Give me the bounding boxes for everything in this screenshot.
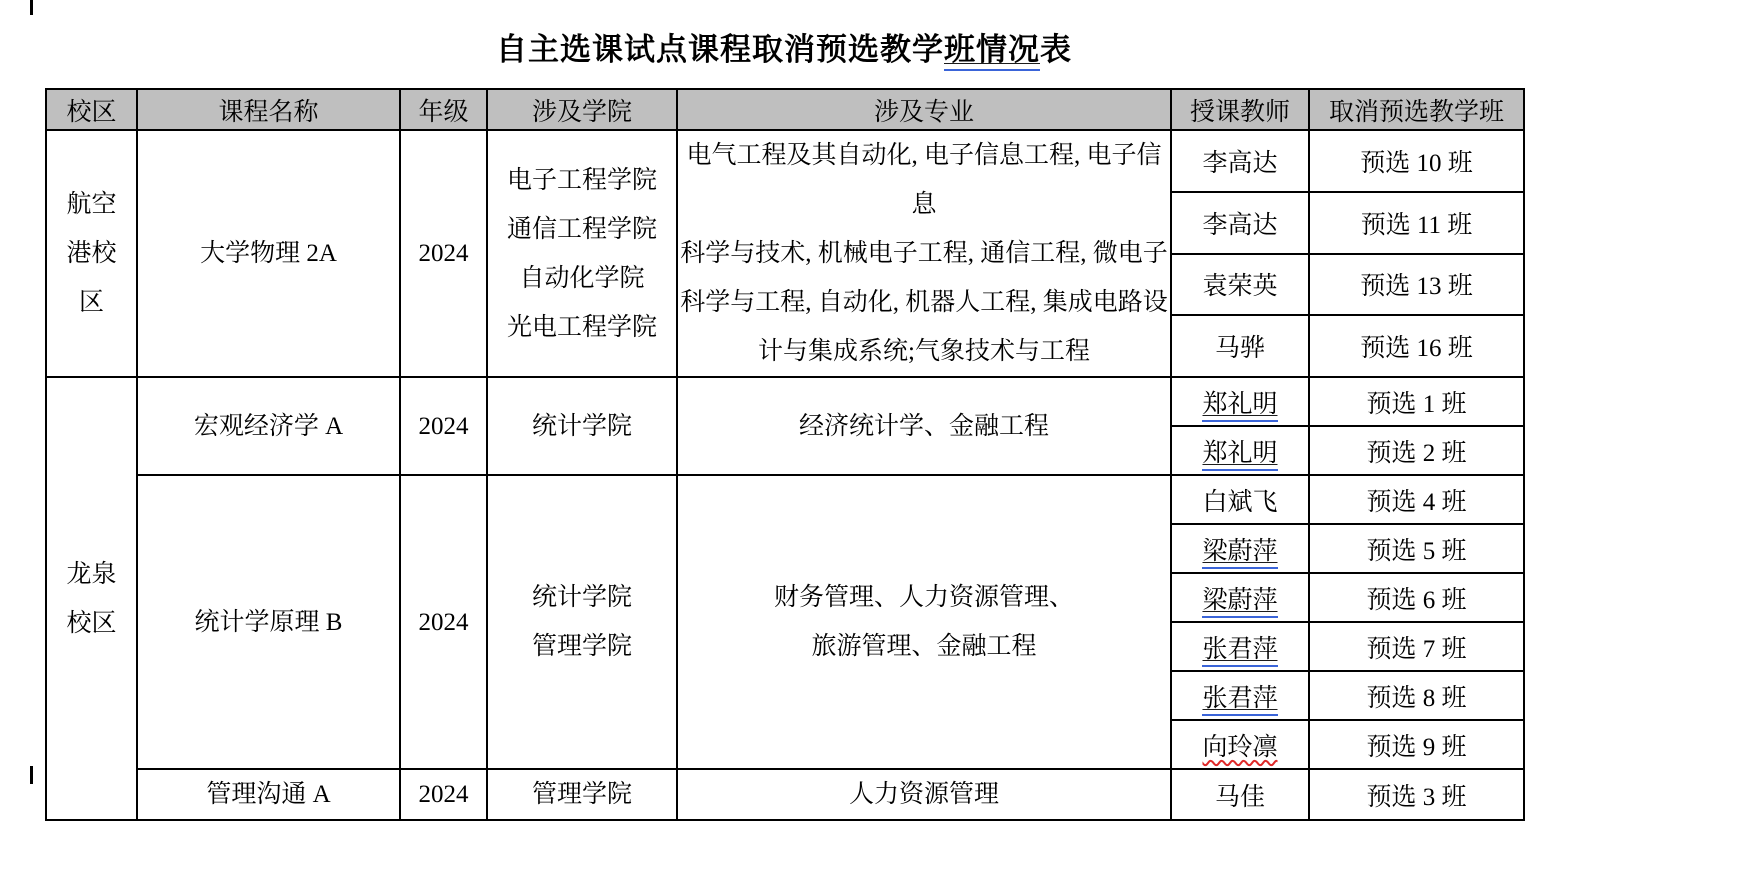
college-cell-line: 管理学院 <box>531 633 632 660</box>
teacher-cell <box>1171 769 1309 820</box>
cancelled-class-cell: 预选 5 班 <box>1309 524 1524 573</box>
page-boundary-mark-bottom <box>30 766 33 784</box>
table-row <box>46 377 1524 426</box>
campus-cell-line: 港校 <box>66 240 117 267</box>
table-header <box>46 89 1524 130</box>
teacher-name: 郑礼明 <box>1202 391 1277 422</box>
column-header-campus: 校区 <box>46 89 137 130</box>
college-cell-line: 管理学院 <box>531 781 632 808</box>
page-title <box>45 24 1523 69</box>
college-cell-line: 光电工程学院 <box>506 313 657 341</box>
major-cell-line: 旅游管理、金融工程 <box>811 633 1037 660</box>
college-cell-line: 电子工程学院 <box>506 166 657 194</box>
major-cell <box>677 769 1171 820</box>
cancelled-class-cell: 预选 6 班 <box>1309 573 1524 622</box>
cancelled-class-cell: 预选 11 班 <box>1309 192 1524 254</box>
teacher-cell <box>1171 622 1309 671</box>
college-cell <box>487 377 677 475</box>
column-header-cancelled-class: 取消预选教学班 <box>1309 89 1524 130</box>
cancelled-class-cell: 预选 13 班 <box>1309 254 1524 316</box>
table-row <box>46 130 1524 192</box>
teacher-cell <box>1171 254 1309 316</box>
teacher-cell <box>1171 720 1309 769</box>
teacher-name: 向玲凛 <box>1202 733 1278 761</box>
table-row <box>46 769 1524 820</box>
cancelled-class-cell: 预选 10 班 <box>1309 130 1524 192</box>
column-header-course: 课程名称 <box>137 89 400 130</box>
cancelled-class-cell: 预选 9 班 <box>1309 720 1524 769</box>
college-cell <box>487 475 677 769</box>
column-header-colleges: 涉及学院 <box>487 89 677 130</box>
college-cell-line: 统计学院 <box>531 584 632 611</box>
table-row <box>46 475 1524 524</box>
page-title-suffix: 表 <box>1040 32 1072 67</box>
cancelled-class-cell: 预选 16 班 <box>1309 315 1524 377</box>
major-cell <box>677 130 1171 377</box>
teacher-name: 马佳 <box>1214 783 1265 811</box>
teacher-name: 李高达 <box>1202 211 1278 239</box>
grade-cell-line: 2024 <box>418 412 469 440</box>
grade-cell <box>400 377 487 475</box>
grade-cell <box>400 769 487 820</box>
cancelled-class-cell: 预选 3 班 <box>1309 769 1524 820</box>
teacher-name: 梁蔚萍 <box>1202 538 1277 569</box>
campus-cell-line: 校区 <box>66 609 117 637</box>
campus-cell-line: 龙泉 <box>66 560 117 588</box>
cancelled-class-cell: 预选 4 班 <box>1309 475 1524 524</box>
cancelled-class-cell: 预选 8 班 <box>1309 671 1524 720</box>
college-cell <box>487 769 677 820</box>
column-header-teacher: 授课教师 <box>1171 89 1309 130</box>
page-boundary-mark-top <box>30 0 33 15</box>
campus-cell-line: 区 <box>78 289 104 316</box>
course-name-cell <box>137 130 400 377</box>
table-header-row <box>46 89 1524 130</box>
teacher-name: 张君萍 <box>1202 636 1277 667</box>
course-name-cell <box>137 377 400 475</box>
cancelled-class-cell: 预选 7 班 <box>1309 622 1524 671</box>
course-name-cell-line: 统计学原理 B <box>194 608 343 636</box>
major-cell-line: 科学与工程, 自动化, 机器人工程, 集成电路设 <box>680 289 1168 316</box>
teacher-name: 梁蔚萍 <box>1202 587 1277 618</box>
teacher-cell <box>1171 573 1309 622</box>
teacher-cell <box>1171 671 1309 720</box>
teacher-name: 李高达 <box>1202 149 1278 177</box>
cancelled-class-cell: 预选 1 班 <box>1309 377 1524 426</box>
column-header-grade: 年级 <box>400 89 487 130</box>
college-cell <box>487 130 677 377</box>
page-title-grammar-marked: 班情况 <box>944 32 1040 71</box>
teacher-name: 白斌飞 <box>1202 488 1278 516</box>
college-cell-line: 统计学院 <box>531 412 632 440</box>
teacher-name: 郑礼明 <box>1202 440 1277 471</box>
teacher-cell <box>1171 426 1309 475</box>
column-header-majors: 涉及专业 <box>677 89 1171 130</box>
page-title-prefix: 自主选课试点课程取消预选教学 <box>496 32 944 67</box>
teacher-name: 袁荣英 <box>1202 273 1278 301</box>
teacher-cell <box>1171 130 1309 192</box>
course-name-cell <box>137 475 400 769</box>
teacher-cell <box>1171 377 1309 426</box>
major-cell-line: 人力资源管理 <box>848 781 999 808</box>
course-name-cell <box>137 769 400 820</box>
cancelled-classes-table <box>45 88 1525 821</box>
teacher-cell <box>1171 524 1309 573</box>
grade-cell-line: 2024 <box>418 608 469 636</box>
course-name-cell-line: 管理沟通 A <box>206 781 331 808</box>
college-cell-line: 自动化学院 <box>519 264 645 292</box>
college-cell-line: 通信工程学院 <box>506 215 657 243</box>
major-cell-line: 财务管理、人力资源管理、 <box>773 584 1074 611</box>
course-name-cell-line: 宏观经济学 A <box>193 412 344 440</box>
teacher-cell <box>1171 315 1309 377</box>
campus-cell <box>46 377 137 820</box>
grade-cell <box>400 130 487 377</box>
major-cell <box>677 377 1171 475</box>
major-cell-line: 电气工程及其自动化, 电子信息工程, 电子信息 <box>686 142 1162 218</box>
campus-cell <box>46 130 137 377</box>
course-name-cell-line: 大学物理 2A <box>200 240 337 267</box>
major-cell <box>677 475 1171 769</box>
teacher-cell <box>1171 475 1309 524</box>
teacher-name: 张君萍 <box>1202 685 1277 716</box>
teacher-name: 马骅 <box>1214 335 1265 363</box>
grade-cell-line: 2024 <box>418 240 469 267</box>
major-cell-line: 经济统计学、金融工程 <box>798 412 1049 440</box>
table-body <box>46 130 1524 820</box>
major-cell-line: 计与集成系统;气象技术与工程 <box>758 338 1090 365</box>
campus-cell-line: 航空 <box>66 191 117 218</box>
grade-cell-line: 2024 <box>418 781 469 808</box>
cancelled-class-cell: 预选 2 班 <box>1309 426 1524 475</box>
teacher-cell <box>1171 192 1309 254</box>
major-cell-line: 科学与技术, 机械电子工程, 通信工程, 微电子 <box>680 240 1168 267</box>
grade-cell <box>400 475 487 769</box>
